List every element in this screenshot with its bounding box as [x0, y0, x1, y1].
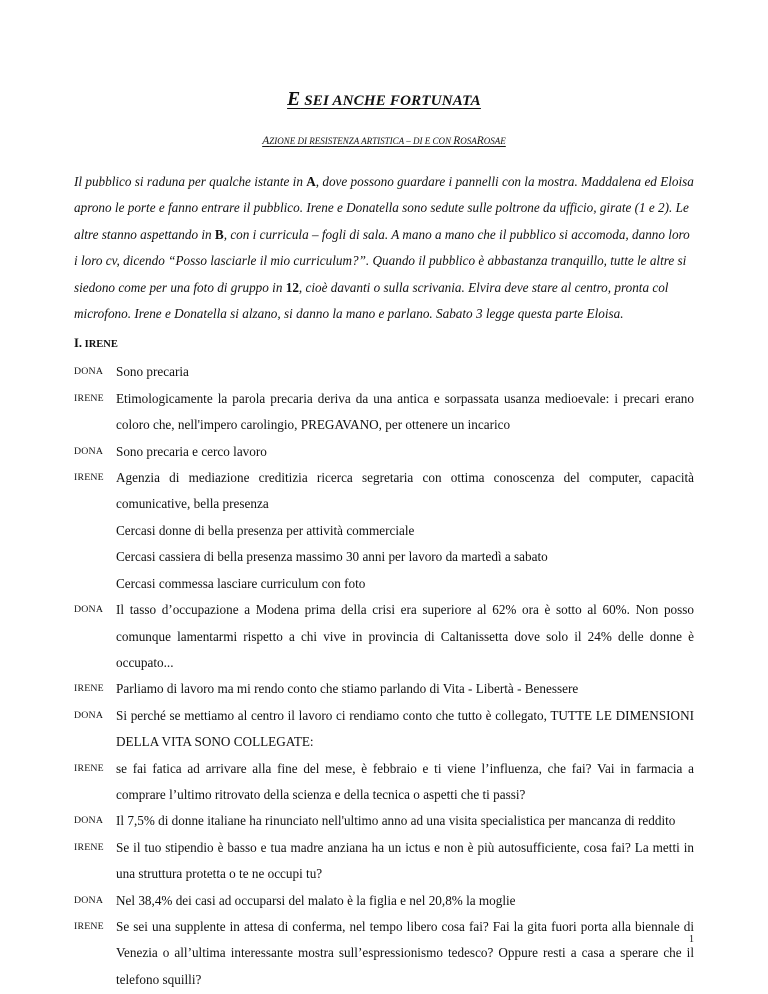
dialogue-line — [74, 888, 694, 914]
line-text: Cercasi donne di bella presenza per attività commerciale — [116, 522, 415, 538]
intro-bold-a: A — [306, 174, 316, 189]
line-text: Sono precaria — [116, 364, 189, 380]
line-text: Il tasso d’occupazione a Modena prima della crisi era superiore al 62% ora è sotto al 60%. Non posso comunque lamentarmi rispetto a chi vive in provincia di Caltanissetta dove solo il 24% delle donne è occupato... — [116, 602, 694, 670]
dialogue-line — [74, 676, 694, 702]
subtitle-osae: OSAE — [483, 136, 506, 146]
speaker-name: DONA — [74, 604, 104, 616]
intro-text-2: , dove possono guardare i pannelli con la mostra. Maddalena ed Eloisa aprono le porte e fanno entrare il pubblico. Irene e Donatella sono sedute sulle poltrone da ufficio, girate (1 e 2). Le altre stanno aspettando in — [74, 174, 694, 242]
subtitle-r1: R — [453, 135, 461, 147]
document-subtitle — [74, 133, 694, 149]
intro-bold-12: 12 — [285, 279, 299, 295]
page-number: 1 — [689, 934, 694, 945]
line-text: se fai fatica ad arrivare alla fine del mese, è febbraio e ti viene l’influenza, che fai? Vai in farmacia a comprare l’ultimo ritrovato della scienza e della tecnica o aspetti che ti passi? — [116, 760, 694, 802]
intro-text-3: , con i curricula – fogli di sala. A mano a mano che il pubblico si accomoda, danno loro i loro cv, dicendo “Posso lasciarle il mio curriculum?”. Quando il pubblico è abbastanza tranquillo, tutte le altre si siedono come per una foto di gruppo in — [74, 226, 690, 295]
speaker-name: DONA — [74, 366, 104, 378]
line-text: Se il tuo stipendio è basso e tua madre anziana ha un ictus e non è più autosufficiente, cosa fai? La metti in una struttura protetta o te ne occupi tu? — [116, 839, 694, 882]
speaker-name: DONA — [74, 894, 104, 906]
line-text: Agenzia di mediazione creditizia ricerca segretaria con ottima conoscenza del computer, capacità comunicative, bella presenza — [116, 470, 694, 512]
line-text: Nel 38,4% dei casi ad occuparsi del malato è la figlia e nel 20,8% la moglie — [116, 892, 516, 908]
dialogue — [74, 359, 694, 993]
dialogue-line — [74, 359, 694, 385]
speaker-name: DONA — [74, 815, 104, 827]
dialogue-line — [74, 597, 694, 676]
dialogue-line — [74, 756, 694, 809]
speaker-name: IRENE — [74, 762, 104, 774]
line-text: Etimologicamente la parola precaria deriva da una antica e sorpassata usanza medioevale: i precari erano coloro che, nell'impero carolingio, PREGAVANO, per ottenere un incarico — [116, 390, 694, 433]
dialogue-line — [74, 518, 694, 544]
document-title — [74, 88, 694, 113]
line-text: Se sei una supplente in attesa di conferma, nel tempo libero cosa fai? Fai la gita fuori porta alla biennale di Venezia o all’ultima interessante mostra sull’espressionismo tedesco? Oppure resti a casa a sperare che il telefono squilli? — [116, 918, 694, 987]
dialogue-line — [74, 808, 694, 834]
intro-bold-b: B — [214, 226, 224, 242]
title-rest: SEI ANCHE FORTUNATA — [300, 93, 481, 109]
dialogue-line — [74, 386, 694, 439]
line-text: Cercasi cassiera di bella presenza massimo 30 anni per lavoro da martedì a sabato — [116, 549, 548, 565]
subtitle-initial: A — [262, 135, 270, 147]
speaker-name: IRENE — [74, 683, 104, 695]
stage-directions — [74, 169, 694, 327]
dialogue-line — [74, 571, 694, 597]
subtitle-osa: OSA — [460, 136, 477, 146]
section-name: IRENE — [82, 339, 118, 351]
line-text: Si perché se mettiamo al centro il lavoro ci rendiamo conto che tutto è collegato, TUTTE LE DIMENSIONI DELLA VITA SONO COLLEGATE: — [116, 707, 694, 750]
dialogue-line — [74, 465, 694, 518]
intro-text-4: , cioè davanti o sulla scrivania. Elvira deve stare al centro, pronta col microfono. Irene e Donatella si alzano, si danno la mano e parlano. Sabato 3 legge questa parte Eloisa. — [74, 279, 669, 322]
dialogue-line — [74, 544, 694, 570]
section-number: I. — [74, 336, 82, 351]
speaker-name: IRENE — [74, 392, 104, 404]
intro-text-1: Il pubblico si raduna per qualche istante in — [74, 174, 307, 189]
line-text: Cercasi commessa lasciare curriculum con foto — [116, 575, 366, 591]
speaker-name: IRENE — [74, 841, 104, 853]
line-text: Il 7,5% di donne italiane ha rinunciato nell'ultimo anno ad una visita specialistica per mancanza di reddito — [116, 813, 676, 829]
dialogue-line — [74, 439, 694, 465]
speaker-name: DONA — [74, 445, 104, 457]
dialogue-line — [74, 835, 694, 888]
line-text: Sono precaria e cerco lavoro — [116, 443, 267, 459]
title-initial: E — [287, 89, 301, 110]
dialogue-line — [74, 914, 694, 993]
subtitle-r2: R — [476, 135, 484, 147]
section-heading — [74, 333, 694, 355]
subtitle-mid: ZIONE DI RESISTENZA ARTISTICA – DI E CON — [269, 136, 454, 146]
speaker-name: IRENE — [74, 472, 104, 484]
dialogue-line — [74, 703, 694, 756]
speaker-name: DONA — [74, 709, 104, 721]
line-text: Parliamo di lavoro ma mi rendo conto che stiamo parlando di Vita - Libertà - Benessere — [116, 681, 579, 697]
speaker-name: IRENE — [74, 920, 104, 932]
